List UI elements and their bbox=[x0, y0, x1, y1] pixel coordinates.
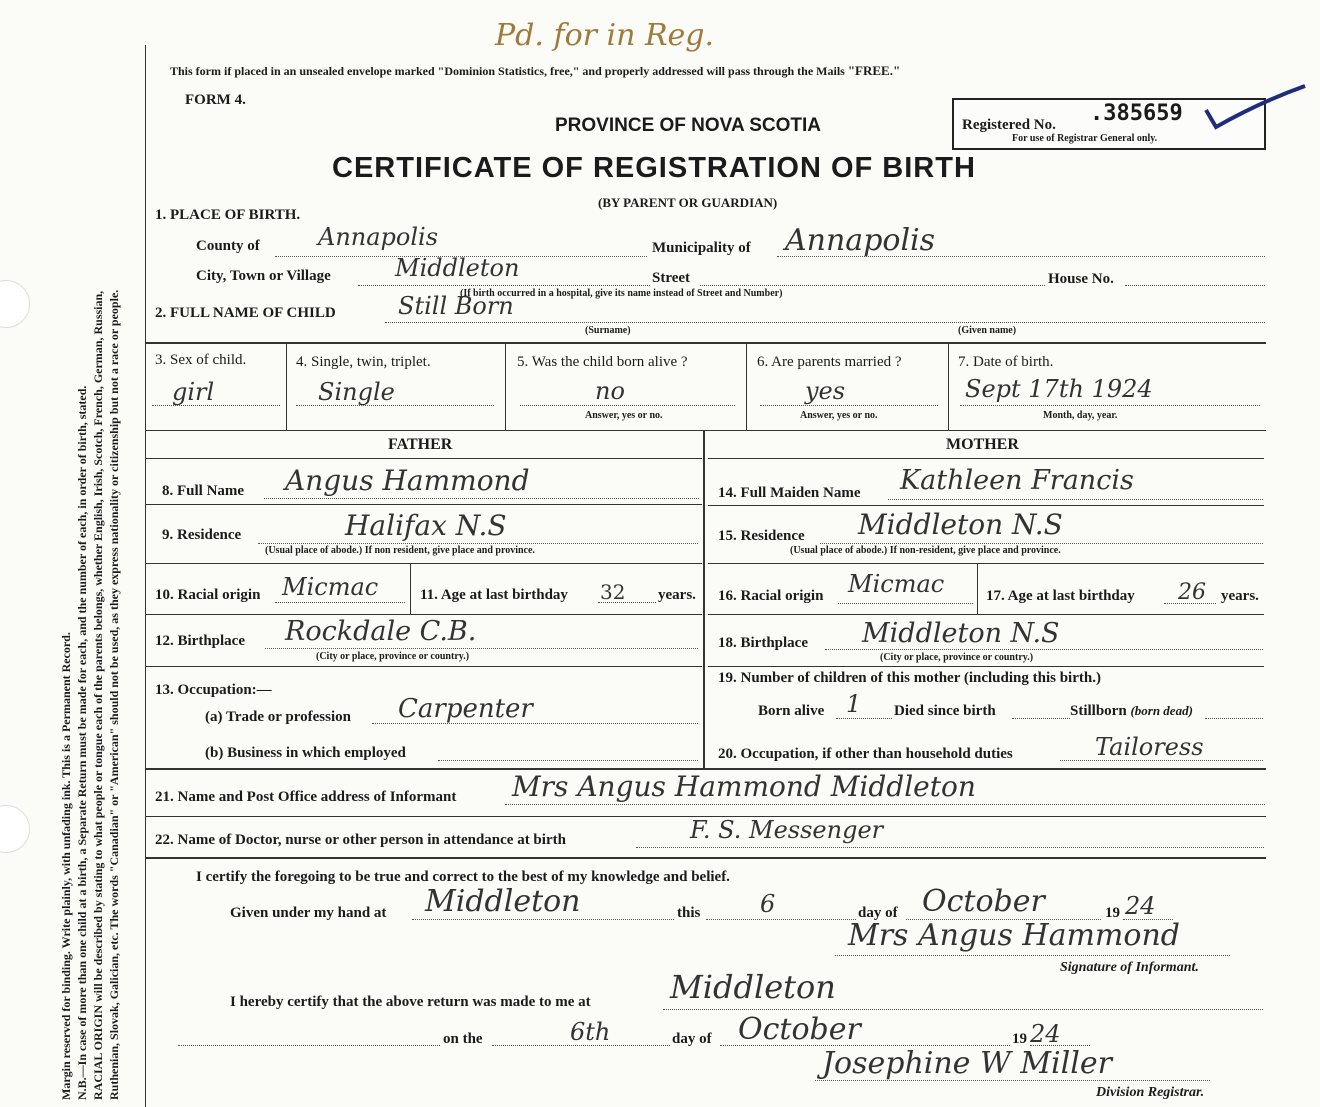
city-label: City, Town or Village bbox=[196, 268, 331, 284]
child-name-label: 2. FULL NAME OF CHILD bbox=[155, 305, 336, 321]
father-age-years: years. bbox=[658, 587, 696, 603]
father-age-value: 32 bbox=[600, 580, 626, 604]
married-value: yes bbox=[805, 377, 846, 405]
children-count-label: 19. Number of children of this mother (including this birth.) bbox=[718, 670, 1101, 686]
father-heading: FATHER bbox=[388, 436, 453, 453]
mother-residence-label: 15. Residence bbox=[718, 528, 805, 544]
given-name-note: (Given name) bbox=[958, 325, 1017, 336]
punch-hole-top bbox=[0, 280, 30, 328]
mother-heading: MOTHER bbox=[946, 436, 1019, 453]
municipality-label: Municipality of bbox=[652, 240, 751, 256]
registered-note: For use of Registrar General only. bbox=[1012, 133, 1158, 144]
father-residence-label: 9. Residence bbox=[162, 527, 242, 543]
father-race-label: 10. Racial origin bbox=[155, 587, 261, 603]
informant-signature-label: Signature of Informant. bbox=[1060, 960, 1199, 975]
given-month-value: October bbox=[922, 884, 1045, 919]
registered-label: Registered No. bbox=[962, 117, 1056, 133]
given-year-prefix: 19 bbox=[1105, 905, 1120, 921]
registrar-year-value: 24 bbox=[1030, 1020, 1061, 1048]
born-alive-note: Answer, yes or no. bbox=[585, 410, 663, 421]
father-race-value: Micmac bbox=[282, 573, 379, 601]
registrar-month-value: October bbox=[738, 1012, 861, 1047]
page-subtitle: (BY PARENT OR GUARDIAN) bbox=[598, 195, 778, 210]
county-value: Annapolis bbox=[318, 223, 439, 251]
mother-age-years: years. bbox=[1221, 588, 1259, 604]
registered-number: .385659 bbox=[1090, 101, 1183, 126]
registrar-place-value: Middleton bbox=[670, 968, 836, 1006]
dob-label: 7. Date of birth. bbox=[958, 354, 1054, 370]
mother-birthplace-value: Middleton N.S bbox=[862, 618, 1060, 649]
father-age-label: 11. Age at last birthday bbox=[420, 587, 568, 603]
informant-label: 21. Name and Post Office address of Informant bbox=[155, 789, 457, 805]
county-label: County of bbox=[196, 238, 260, 254]
page-title: CERTIFICATE OF REGISTRATION OF BIRTH bbox=[332, 152, 976, 184]
registrar-day-of-label: day of bbox=[672, 1031, 712, 1047]
mother-birthplace-note: (City or place, province or country.) bbox=[880, 652, 1034, 663]
father-birthplace-note: (City or place, province or country.) bbox=[316, 651, 470, 662]
this-label: this bbox=[677, 905, 701, 921]
born-alive-count-value: 1 bbox=[846, 690, 862, 718]
top-note: Pd. for in Reg. bbox=[495, 18, 715, 53]
mail-notice: This form if placed in an unsealed envelope marked "Dominion Statistics, free," and properly addressed will pass through the Mails "FREE." bbox=[170, 63, 901, 78]
street-label: Street bbox=[652, 270, 691, 286]
mother-name-value: Kathleen Francis bbox=[900, 465, 1134, 496]
given-under-label: Given under my hand at bbox=[230, 905, 387, 921]
sex-label: 3. Sex of child. bbox=[155, 352, 247, 368]
mother-residence-value: Middleton N.S bbox=[858, 508, 1063, 541]
given-day-of-label: day of bbox=[858, 905, 898, 921]
child-name-value: Still Born bbox=[398, 292, 514, 320]
margin-line-3: RACIAL ORIGIN will be described by stating to what people or tongue each of the parents belongs, whether English, Irish, Scotch, French, German, Russian, bbox=[91, 290, 105, 1100]
city-value: Middleton bbox=[395, 254, 520, 282]
sex-value: girl bbox=[172, 378, 215, 406]
hospital-note: (If birth occurred in a hospital, give its name instead of Street and Number) bbox=[460, 288, 783, 299]
died-since-birth-label: Died since birth bbox=[894, 703, 996, 719]
informant-value: Mrs Angus Hammond Middleton bbox=[512, 770, 976, 803]
margin-line-2: N.B.—In case of more than one child at a birth, a Separate Return must be made for each, and the number of each, in order of birth, stated. bbox=[75, 385, 89, 1100]
born-alive-label: 5. Was the child born alive ? bbox=[517, 354, 688, 370]
father-residence-value: Halifax N.S bbox=[345, 509, 507, 542]
mother-occupation-value: Tailoress bbox=[1095, 733, 1204, 761]
trade-value: Carpenter bbox=[398, 694, 533, 724]
informant-signature: Mrs Angus Hammond bbox=[848, 918, 1180, 953]
father-name-value: Angus Hammond bbox=[285, 464, 530, 497]
mother-residence-note: (Usual place of abode.) If non-resident, give place and province. bbox=[790, 545, 1061, 556]
form-number: FORM 4. bbox=[185, 92, 246, 108]
mother-birthplace-label: 18. Birthplace bbox=[718, 635, 808, 651]
margin-line-4: Ruthenian, Slovak, Galician, etc. The words "Canadian" or "American" should not be used, as they express nationality or citizenship but not a race or people. bbox=[107, 289, 121, 1100]
trade-label: (a) Trade or profession bbox=[205, 709, 351, 725]
mother-occupation-label: 20. Occupation, if other than household duties bbox=[718, 746, 1013, 762]
municipality-value: Annapolis bbox=[785, 223, 936, 258]
registrar-signature-label: Division Registrar. bbox=[1096, 1085, 1205, 1100]
mother-race-value: Micmac bbox=[848, 570, 945, 598]
registrar-on-the-label: on the bbox=[443, 1031, 483, 1047]
father-birthplace-label: 12. Birthplace bbox=[155, 633, 245, 649]
punch-hole-bottom bbox=[0, 805, 30, 853]
margin-line-1: Margin reserved for binding. Write plainly, with unfading ink. This is a Permanent Record. bbox=[59, 632, 73, 1100]
single-value: Single bbox=[318, 378, 395, 406]
registrar-signature: Josephine W Miller bbox=[822, 1046, 1112, 1081]
mother-name-label: 14. Full Maiden Name bbox=[718, 485, 861, 501]
given-place-value: Middleton bbox=[425, 884, 581, 919]
surname-note: (Surname) bbox=[585, 325, 631, 336]
dob-note: Month, day, year. bbox=[1043, 410, 1118, 421]
check-mark-icon bbox=[1200, 82, 1310, 137]
doctor-value: F. S. Messenger bbox=[690, 816, 884, 844]
stillborn-label: Stillborn (born dead) bbox=[1070, 703, 1193, 719]
registrar-year-prefix: 19 bbox=[1012, 1031, 1027, 1047]
house-label: House No. bbox=[1048, 271, 1114, 287]
born-alive-value: no bbox=[595, 377, 625, 405]
binding-margin-line bbox=[145, 45, 146, 1107]
margin-instructions bbox=[58, 40, 122, 1100]
mother-age-value: 26 bbox=[1178, 580, 1206, 605]
mother-race-label: 16. Racial origin bbox=[718, 588, 824, 604]
registrar-statement: I hereby certify that the above return was made to me at bbox=[230, 994, 591, 1010]
born-alive-count-label: Born alive bbox=[758, 703, 825, 719]
father-name-label: 8. Full Name bbox=[162, 483, 245, 499]
doctor-label: 22. Name of Doctor, nurse or other person in attendance at birth bbox=[155, 832, 566, 848]
given-year-value: 24 bbox=[1125, 892, 1156, 920]
place-of-birth-label: 1. PLACE OF BIRTH. bbox=[155, 207, 301, 223]
registrar-day-value: 6th bbox=[570, 1018, 611, 1046]
father-residence-note: (Usual place of abode.) If non resident, give place and province. bbox=[265, 545, 535, 556]
business-label: (b) Business in which employed bbox=[205, 745, 406, 761]
married-note: Answer, yes or no. bbox=[800, 410, 878, 421]
given-day-value: 6 bbox=[760, 890, 776, 918]
married-label: 6. Are parents married ? bbox=[757, 354, 902, 370]
province-heading: PROVINCE OF NOVA SCOTIA bbox=[555, 115, 822, 136]
father-birthplace-value: Rockdale C.B. bbox=[285, 616, 477, 647]
father-occupation-label: 13. Occupation:— bbox=[155, 682, 272, 698]
dob-value: Sept 17th 1924 bbox=[965, 375, 1153, 403]
mother-age-label: 17. Age at last birthday bbox=[986, 588, 1135, 604]
certify-statement: I certify the foregoing to be true and correct to the best of my knowledge and belief. bbox=[196, 869, 730, 885]
single-label: 4. Single, twin, triplet. bbox=[296, 354, 431, 370]
